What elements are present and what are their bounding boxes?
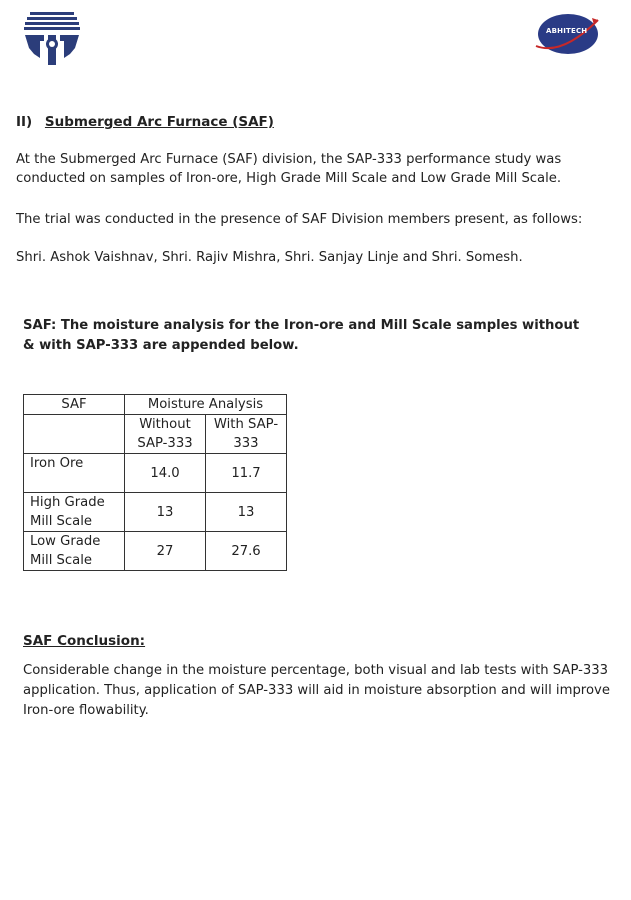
row-value-without: 14.0 <box>125 454 206 493</box>
conclusion-heading: SAF Conclusion: <box>23 633 146 649</box>
table-row <box>24 454 287 493</box>
table-row <box>24 493 287 532</box>
table-header-row <box>24 395 287 415</box>
section-number: II) <box>16 114 33 130</box>
row-value-with: 27.6 <box>206 532 287 571</box>
table-caption: SAF: The moisture analysis for the Iron-ore and Mill Scale samples without & with SAP-333 are appended below. <box>23 318 580 353</box>
moisture-table <box>23 394 287 571</box>
row-value-without: 13 <box>125 493 206 532</box>
header-moisture-analysis: Moisture Analysis <box>125 395 287 415</box>
members-paragraph: Shri. Ashok Vaishnav, Shri. Rajiv Mishra, Shri. Sanjay Linje and Shri. Somesh. <box>16 250 523 265</box>
trial-paragraph: The trial was conducted in the presence of SAF Division members present, as follows: <box>16 212 583 227</box>
company-logo-left <box>22 8 82 68</box>
table-subheader-row <box>24 415 287 454</box>
header-saf: SAF <box>24 395 125 415</box>
section-heading <box>16 114 274 130</box>
row-label: Low Grade Mill Scale <box>24 532 125 571</box>
subheader-with: With SAP-333 <box>206 415 287 454</box>
abhitech-logo-text: ABHITECH <box>546 27 588 35</box>
conclusion-text: Considerable change in the moisture percentage, both visual and lab tests with SAP-333 application. Thus, application of SAP-333 will aid in moisture absorption and will improve Iron-ore flowability. <box>23 663 610 718</box>
subheader-empty <box>24 415 125 454</box>
row-value-without: 27 <box>125 532 206 571</box>
subheader-without: Without SAP-333 <box>125 415 206 454</box>
intro-paragraph: At the Submerged Arc Furnace (SAF) division, the SAP-333 performance study was conducted on samples of Iron-ore, High Grade Mill Scale and Low Grade Mill Scale. <box>16 152 562 186</box>
section-title: Submerged Arc Furnace (SAF) <box>44 114 274 130</box>
row-value-with: 11.7 <box>206 454 287 493</box>
table-row <box>24 532 287 571</box>
row-value-with: 13 <box>206 493 287 532</box>
row-label: High Grade Mill Scale <box>24 493 125 532</box>
row-label: Iron Ore <box>24 454 125 493</box>
